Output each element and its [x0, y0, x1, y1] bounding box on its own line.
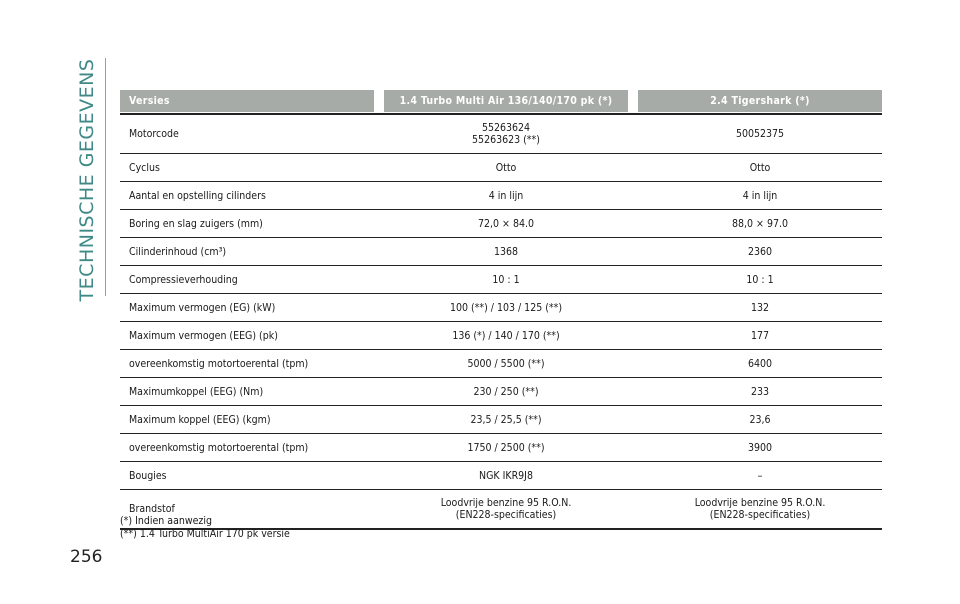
value-line: Otto [495, 161, 517, 174]
table-row [120, 154, 882, 182]
value-version-1 [374, 122, 628, 146]
section-divider-line [105, 58, 106, 296]
value-version-1 [374, 162, 628, 174]
value-version-2 [628, 442, 882, 454]
row-label: Cilinderinhoud (cm³) [129, 245, 227, 258]
value-line: 233 [750, 385, 770, 398]
table-row [120, 210, 882, 238]
value-line: 10 : 1 [746, 273, 774, 286]
row-label: Maximum koppel (EEG) (kgm) [129, 413, 271, 426]
value-line: 72,0 × 84.0 [478, 217, 534, 230]
page-number: 256 [70, 547, 103, 567]
value-version-2 [628, 470, 882, 482]
value-version-2 [628, 414, 882, 426]
value-line: 4 in lijn [488, 189, 524, 202]
row-label: Brandstof [129, 503, 175, 515]
value-line: Loodvrije benzine 95 R.O.N. [440, 497, 572, 509]
table-row [120, 182, 882, 210]
value-line: (EN228-specificaties) [709, 509, 811, 521]
value-version-1 [374, 190, 628, 202]
table-row [120, 378, 882, 406]
value-version-2 [628, 162, 882, 174]
value-line: 1750 / 2500 (**) [467, 441, 545, 454]
row-label: Compressieverhouding [129, 273, 238, 286]
table-body [120, 115, 882, 530]
row-label: Maximum vermogen (EG) (kW) [129, 301, 276, 314]
value-line: 1368 [493, 245, 519, 258]
table-header [120, 90, 882, 112]
value-version-1 [374, 246, 628, 258]
value-line: 4 in lijn [742, 189, 778, 202]
value-version-2 [628, 246, 882, 258]
footnotes [120, 515, 290, 541]
value-line: 55263624 [481, 122, 531, 134]
row-label: Motorcode [129, 128, 179, 140]
header-version-2: 2.4 Tigershark (*) [638, 90, 882, 112]
value-version-2 [628, 128, 882, 140]
value-line: Otto [749, 161, 771, 174]
table-row [120, 294, 882, 322]
value-line: 88,0 × 97.0 [732, 217, 788, 230]
value-version-1 [374, 358, 628, 370]
value-version-2 [628, 190, 882, 202]
value-line: 3900 [747, 441, 773, 454]
value-version-1 [374, 274, 628, 286]
row-label: Cyclus [129, 161, 160, 174]
value-version-2 [628, 330, 882, 342]
value-line: Loodvrije benzine 95 R.O.N. [694, 497, 826, 509]
table-row [120, 462, 882, 490]
value-version-1 [374, 414, 628, 426]
value-line: 177 [750, 329, 770, 342]
value-version-1 [374, 302, 628, 314]
value-version-1 [374, 497, 628, 521]
header-version-1: 1.4 Turbo Multi Air 136/140/170 pk (*) [384, 90, 628, 112]
value-version-1 [374, 218, 628, 230]
table-row [120, 266, 882, 294]
value-line: 23,5 / 25,5 (**) [470, 413, 542, 426]
row-label: Boring en slag zuigers (mm) [129, 217, 263, 230]
header-versies: Versies [120, 90, 374, 112]
spec-table [120, 90, 882, 530]
row-label: Bougies [129, 469, 167, 482]
section-title-vertical [72, 60, 102, 300]
footnote-1: (*) Indien aanwezig [120, 515, 212, 527]
table-row [120, 115, 882, 154]
value-line: 2360 [747, 245, 773, 258]
row-label: Aantal en opstelling cilinders [129, 189, 266, 202]
table-row [120, 406, 882, 434]
value-version-1 [374, 330, 628, 342]
value-line: – [757, 469, 763, 482]
value-version-1 [374, 442, 628, 454]
value-version-2 [628, 302, 882, 314]
value-line: 10 : 1 [492, 273, 520, 286]
value-version-1 [374, 386, 628, 398]
value-line: 5000 / 5500 (**) [467, 357, 545, 370]
value-line: NGK IKR9J8 [479, 469, 533, 482]
table-row [120, 322, 882, 350]
row-label: overeenkomstig motortoerental (tpm) [129, 441, 309, 454]
row-label: Maximumkoppel (EEG) (Nm) [129, 385, 264, 398]
value-version-2 [628, 386, 882, 398]
value-version-1 [374, 470, 628, 482]
value-line: 136 (*) / 140 / 170 (**) [452, 329, 560, 342]
value-line: 100 (**) / 103 / 125 (**) [449, 301, 563, 314]
header-gap [374, 90, 384, 112]
value-line: 50052375 [735, 128, 785, 140]
value-line: 6400 [747, 357, 773, 370]
value-version-2 [628, 358, 882, 370]
footnote-2: (**) 1.4 Turbo MultiAir 170 pk versie [120, 528, 290, 540]
value-line: 23,6 [749, 413, 771, 426]
value-line: (EN228-specificaties) [455, 509, 557, 521]
table-row [120, 350, 882, 378]
value-version-2 [628, 497, 882, 521]
section-title: TECHNISCHE GEGEVENS [76, 58, 98, 302]
header-gap [628, 90, 638, 112]
row-label: Maximum vermogen (EEG) (pk) [129, 329, 278, 342]
table-row [120, 434, 882, 462]
row-label: overeenkomstig motortoerental (tpm) [129, 357, 309, 370]
value-version-2 [628, 274, 882, 286]
value-line: 132 [750, 301, 770, 314]
value-line: 230 / 250 (**) [473, 385, 539, 398]
table-row [120, 238, 882, 266]
value-version-2 [628, 218, 882, 230]
value-line: 55263623 (**) [472, 134, 540, 146]
